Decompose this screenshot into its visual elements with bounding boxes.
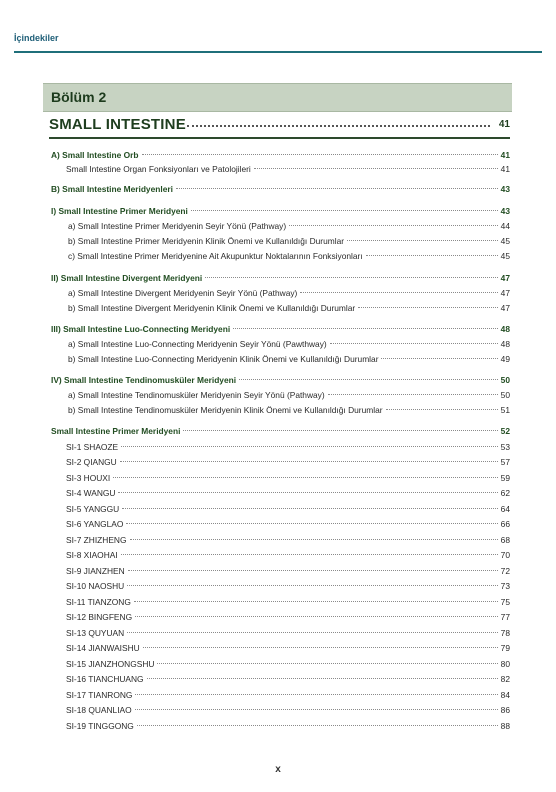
toc-entry-label: Small Intestine Primer Meridyeni [51,426,181,436]
toc-entry-page: 41 [500,164,510,174]
toc-leader-dots [328,394,498,395]
toc-entry-label: III) Small Intestine Luo-Connecting Meridyeni [51,324,231,334]
toc-entry-page: 70 [500,550,510,560]
toc-heading[interactable] [51,322,510,336]
toc-leader-dots [381,358,497,359]
toc-entry-label: SI-2 QIANGU [66,457,117,467]
toc-leader-dots [191,210,498,211]
toc-entry-page: 51 [500,405,510,415]
toc-leader-dots [183,430,497,431]
toc-leader-dots [130,539,498,540]
toc-entry[interactable] [68,403,510,417]
toc-leader-dots [127,632,497,633]
toc-entry-label: SI-9 JIANZHEN [66,566,125,576]
toc-entry[interactable] [66,703,510,717]
toc-entry[interactable] [68,219,510,233]
toc-leader-dots [135,709,498,710]
toc-entry-page: 73 [500,581,510,591]
toc-entry[interactable] [68,388,510,402]
toc-entry-page: 47 [500,273,510,283]
toc-leader-dots [126,523,497,524]
toc-entry-label: SI-6 YANGLAO [66,519,124,529]
toc-entry-label: SI-5 YANGGU [66,504,120,514]
toc-entry-page: 84 [500,690,510,700]
toc-entry[interactable] [68,352,510,366]
toc-entry-page: 50 [500,375,510,385]
toc-heading[interactable] [51,148,510,162]
toc-entry-page: 48 [500,324,510,334]
toc-entry-label: a) Small Intestine Divergent Meridyenin Seyir Yönü (Pathway) [68,288,298,298]
toc-entry-label: a) Small Intestine Luo-Connecting Meridyenin Seyir Yönü (Pawthway) [68,339,327,349]
toc-entry-page: 48 [500,339,510,349]
toc-entry-label: A) Small Intestine Orb [51,150,139,160]
toc-leader-dots [366,255,498,256]
header-title: İçindekiler [14,33,59,43]
toc-entry-page: 68 [500,535,510,545]
toc-entry-label: b) Small Intestine Primer Meridyenin Klinik Önemi ve Kullanıldığı Durumlar [68,236,345,246]
toc-entry-page: 41 [500,150,510,160]
toc-entry[interactable] [66,688,510,702]
toc-entry-label: IV) Small Intestine Tendinomusküler Meridyeni [51,375,237,385]
toc-leader-dots [386,409,498,410]
toc-entry-page: 52 [500,426,510,436]
toc-entry-page: 45 [500,236,510,246]
toc-leader-dots [176,188,498,189]
toc-leader-dots [118,492,497,493]
toc-entry[interactable] [66,517,510,531]
toc-heading[interactable] [51,204,510,218]
toc-entry-page: 88 [500,721,510,731]
toc-entry-page: 43 [500,206,510,216]
toc-entry-label: SI-19 TINGGONG [66,721,134,731]
toc-entry[interactable] [66,533,510,547]
toc-entry[interactable] [66,564,510,578]
toc-heading[interactable] [51,373,510,387]
toc-entry-page: 79 [500,643,510,653]
toc-entry-label: b) Small Intestine Luo-Connecting Meridyenin Klinik Önemi ve Kullanıldığı Durumlar [68,354,379,364]
toc-entry[interactable] [66,486,510,500]
toc-entry-page: 49 [500,354,510,364]
toc-entry[interactable] [66,579,510,593]
chapter-label: Bölüm 2 [51,89,107,105]
toc-leader-dots [347,240,498,241]
toc-entry-label: SI-16 TIANCHUANG [66,674,144,684]
toc-entry[interactable] [68,234,510,248]
toc-entry-page: 45 [500,251,510,261]
toc-leader-dots [137,725,498,726]
toc-entry-page: 44 [500,221,510,231]
toc-entry-page: 43 [500,184,510,194]
toc-leader-dots [128,570,498,571]
toc-leader-dots [157,663,497,664]
toc-entry-label: SI-18 QUANLIAO [66,705,132,715]
toc-entry-page: 78 [500,628,510,638]
toc-leader-dots [239,379,498,380]
toc-leader-dots [135,694,497,695]
toc-entry-label: SI-17 TIANRONG [66,690,133,700]
toc-entry-page: 62 [500,488,510,498]
toc-entry-label: SI-11 TIANZONG [66,597,131,607]
toc-entry-label: SI-3 HOUXI [66,473,111,483]
toc-entry-label: a) Small Intestine Primer Meridyenin Seyir Yönü (Pathway) [68,221,287,231]
page-number: x [275,764,281,775]
toc-heading[interactable] [51,271,510,285]
toc-entry-label: SI-13 QUYUAN [66,628,125,638]
toc-entry-page: 77 [500,612,510,622]
toc-leader-dots [300,292,497,293]
toc-entry-label: b) Small Intestine Divergent Meridyenin Klinik Önemi ve Kullanıldığı Durumlar [68,303,356,313]
toc-leader-dots [121,446,498,447]
toc-entry[interactable] [68,301,510,315]
toc-leader-dots [120,461,498,462]
toc-leader-dots [135,616,498,617]
toc-entry-label: a) Small Intestine Tendinomusküler Meridyenin Seyir Yönü (Pathway) [68,390,325,400]
toc-leader-dots [122,508,497,509]
toc-leader-dots [147,678,498,679]
toc-entry[interactable] [66,626,510,640]
toc-entry-label: c) Small Intestine Primer Meridyenine Ait Akupunktur Noktalarının Fonksiyonları [68,251,363,261]
toc-entry[interactable] [66,657,510,671]
toc-entry-label: SI-8 XIAOHAI [66,550,118,560]
toc-leader-dots [358,307,497,308]
toc-entry-page: 75 [500,597,510,607]
toc-leader-dots [134,601,498,602]
toc-entry-page: 47 [500,288,510,298]
toc-entry-page: 72 [500,566,510,576]
toc-entry-page: 47 [500,303,510,313]
toc-entry[interactable] [66,548,510,562]
toc-leader-dots [233,328,498,329]
toc-entry-label: b) Small Intestine Tendinomusküler Meridyenin Klinik Önemi ve Kullanıldığı Durumlar [68,405,383,415]
section-page: 41 [498,119,510,130]
toc-entry[interactable] [68,337,510,351]
toc-entry[interactable] [66,672,510,686]
toc-heading[interactable] [51,424,510,438]
toc-entry-page: 66 [500,519,510,529]
toc-entry[interactable] [66,162,510,176]
toc-entry-label: SI-12 BINGFENG [66,612,133,622]
toc-entry[interactable] [66,610,510,624]
toc-entry-page: 82 [500,674,510,684]
toc-leader-dots [121,554,498,555]
toc-leader-dots [143,647,498,648]
toc-entry-label: SI-4 WANGU [66,488,116,498]
toc-entry-label: SI-15 JIANZHONGSHU [66,659,155,669]
toc-leader-dots [254,168,498,169]
toc-entry[interactable] [66,455,510,469]
toc-entry[interactable] [68,286,510,300]
toc-leader-dots [330,343,498,344]
toc-entry-label: II) Small Intestine Divergent Meridyeni [51,273,203,283]
toc-entry[interactable] [66,595,510,609]
toc-entry[interactable] [66,440,510,454]
toc-entry[interactable] [68,249,510,263]
toc-leader-dots [127,585,497,586]
toc-leader-dots [205,277,497,278]
toc-entry-page: 80 [500,659,510,669]
toc-entry-page: 86 [500,705,510,715]
toc-entry-label: SI-14 JIANWAISHU [66,643,140,653]
toc-entry[interactable] [66,719,510,733]
toc-entry-label: Small Intestine Organ Fonksiyonları ve Patolojileri [66,164,251,174]
toc-entry-page: 64 [500,504,510,514]
toc-entry[interactable] [66,502,510,516]
toc-entry[interactable] [66,471,510,485]
toc-entry-page: 50 [500,390,510,400]
toc-entry-page: 57 [500,457,510,467]
toc-leader-dots [113,477,497,478]
toc-leader-dots [142,154,498,155]
toc-heading[interactable] [51,182,510,196]
toc-entry[interactable] [66,641,510,655]
section-title: SMALL INTESTINE [49,116,186,133]
toc-entry-label: SI-10 NAOSHU [66,581,125,591]
toc-entry-label: SI-7 ZHIZHENG [66,535,127,545]
toc-leader-dots [289,225,498,226]
toc-entry-label: I) Small Intestine Primer Meridyeni [51,206,188,216]
toc-entry-label: B) Small Intestine Meridyenleri [51,184,173,194]
toc-entry-page: 53 [500,442,510,452]
toc-entry-label: SI-1 SHAOZE [66,442,119,452]
toc-entry-page: 59 [500,473,510,483]
